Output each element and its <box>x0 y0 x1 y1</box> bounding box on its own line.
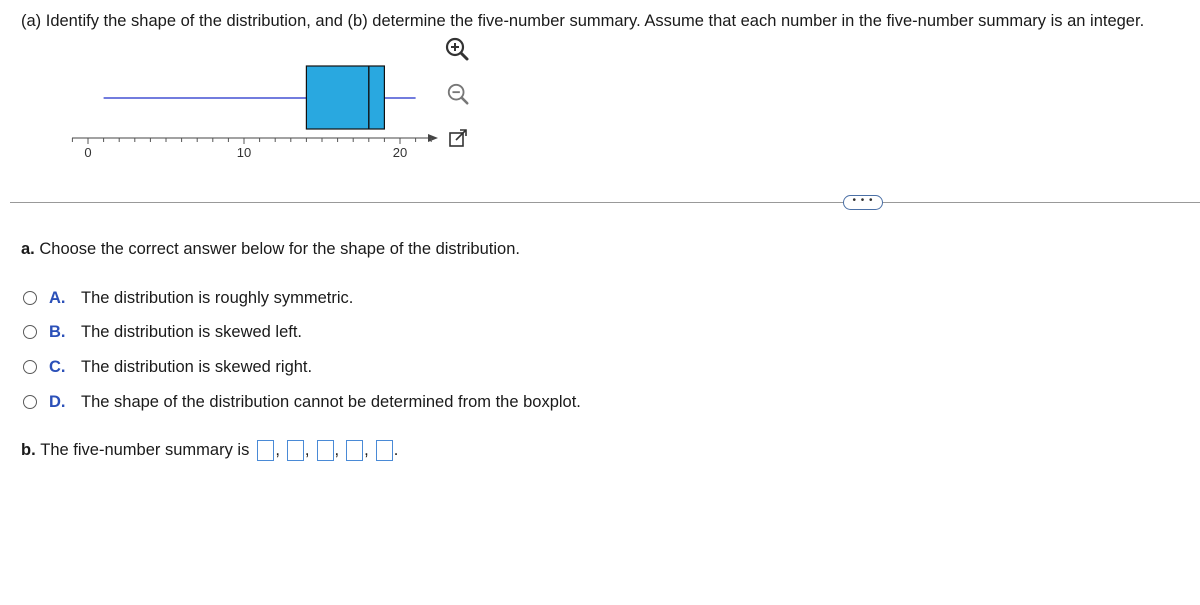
part-a-prompt <box>21 240 520 259</box>
radio-option-c[interactable] <box>23 360 37 374</box>
radio-option-b[interactable] <box>23 325 37 339</box>
part-a-label: a. <box>21 240 35 258</box>
option-c[interactable] <box>23 356 312 378</box>
option-a-letter: A. <box>49 288 66 307</box>
part-b-prompt <box>21 440 398 461</box>
option-c-text: The distribution is skewed right. <box>81 357 313 376</box>
tick-label: 20 <box>392 145 408 160</box>
question-text: (a) Identify the shape of the distribution, and (b) determine the five-number summary. Assume that each number in the five-number summary is an integer. <box>21 12 1145 30</box>
separator: , <box>334 441 340 459</box>
separator: , <box>275 441 280 459</box>
section-divider <box>10 202 1200 203</box>
tick-label: 10 <box>236 145 252 160</box>
option-b[interactable] <box>23 321 302 343</box>
part-b-label: b. <box>21 441 36 459</box>
answer-max-input[interactable] <box>376 440 393 461</box>
option-c-letter: C. <box>49 357 66 376</box>
separator: , <box>364 441 369 459</box>
option-a-text: The distribution is roughly symmetric. <box>81 288 354 307</box>
zoom-out-icon[interactable] <box>446 82 472 108</box>
box-iqr <box>306 66 384 129</box>
more-button[interactable]: • • • <box>843 195 883 210</box>
answer-median-input[interactable] <box>317 440 334 461</box>
separator: . <box>393 441 399 459</box>
separator: , <box>304 441 310 459</box>
part-b-text: The five-number summary is <box>40 441 250 459</box>
option-b-text: The distribution is skewed left. <box>81 322 303 341</box>
answer-q1-input[interactable] <box>287 440 304 461</box>
option-d-letter: D. <box>49 392 66 411</box>
part-a-text: Choose the correct answer below for the shape of the distribution. <box>39 240 520 258</box>
option-d-text: The shape of the distribution cannot be determined from the boxplot. <box>81 392 581 411</box>
radio-option-d[interactable] <box>23 395 37 409</box>
answer-min-input[interactable] <box>257 440 274 461</box>
boxplot-figure <box>60 58 480 168</box>
option-a[interactable] <box>23 287 353 309</box>
zoom-in-icon[interactable] <box>444 36 470 62</box>
option-d[interactable] <box>23 391 581 413</box>
option-b-letter: B. <box>49 322 66 341</box>
popout-icon[interactable] <box>447 127 473 153</box>
radio-option-a[interactable] <box>23 291 37 305</box>
tick-label: 0 <box>84 145 92 160</box>
x-axis-arrow <box>428 134 438 142</box>
answer-q3-input[interactable] <box>346 440 363 461</box>
